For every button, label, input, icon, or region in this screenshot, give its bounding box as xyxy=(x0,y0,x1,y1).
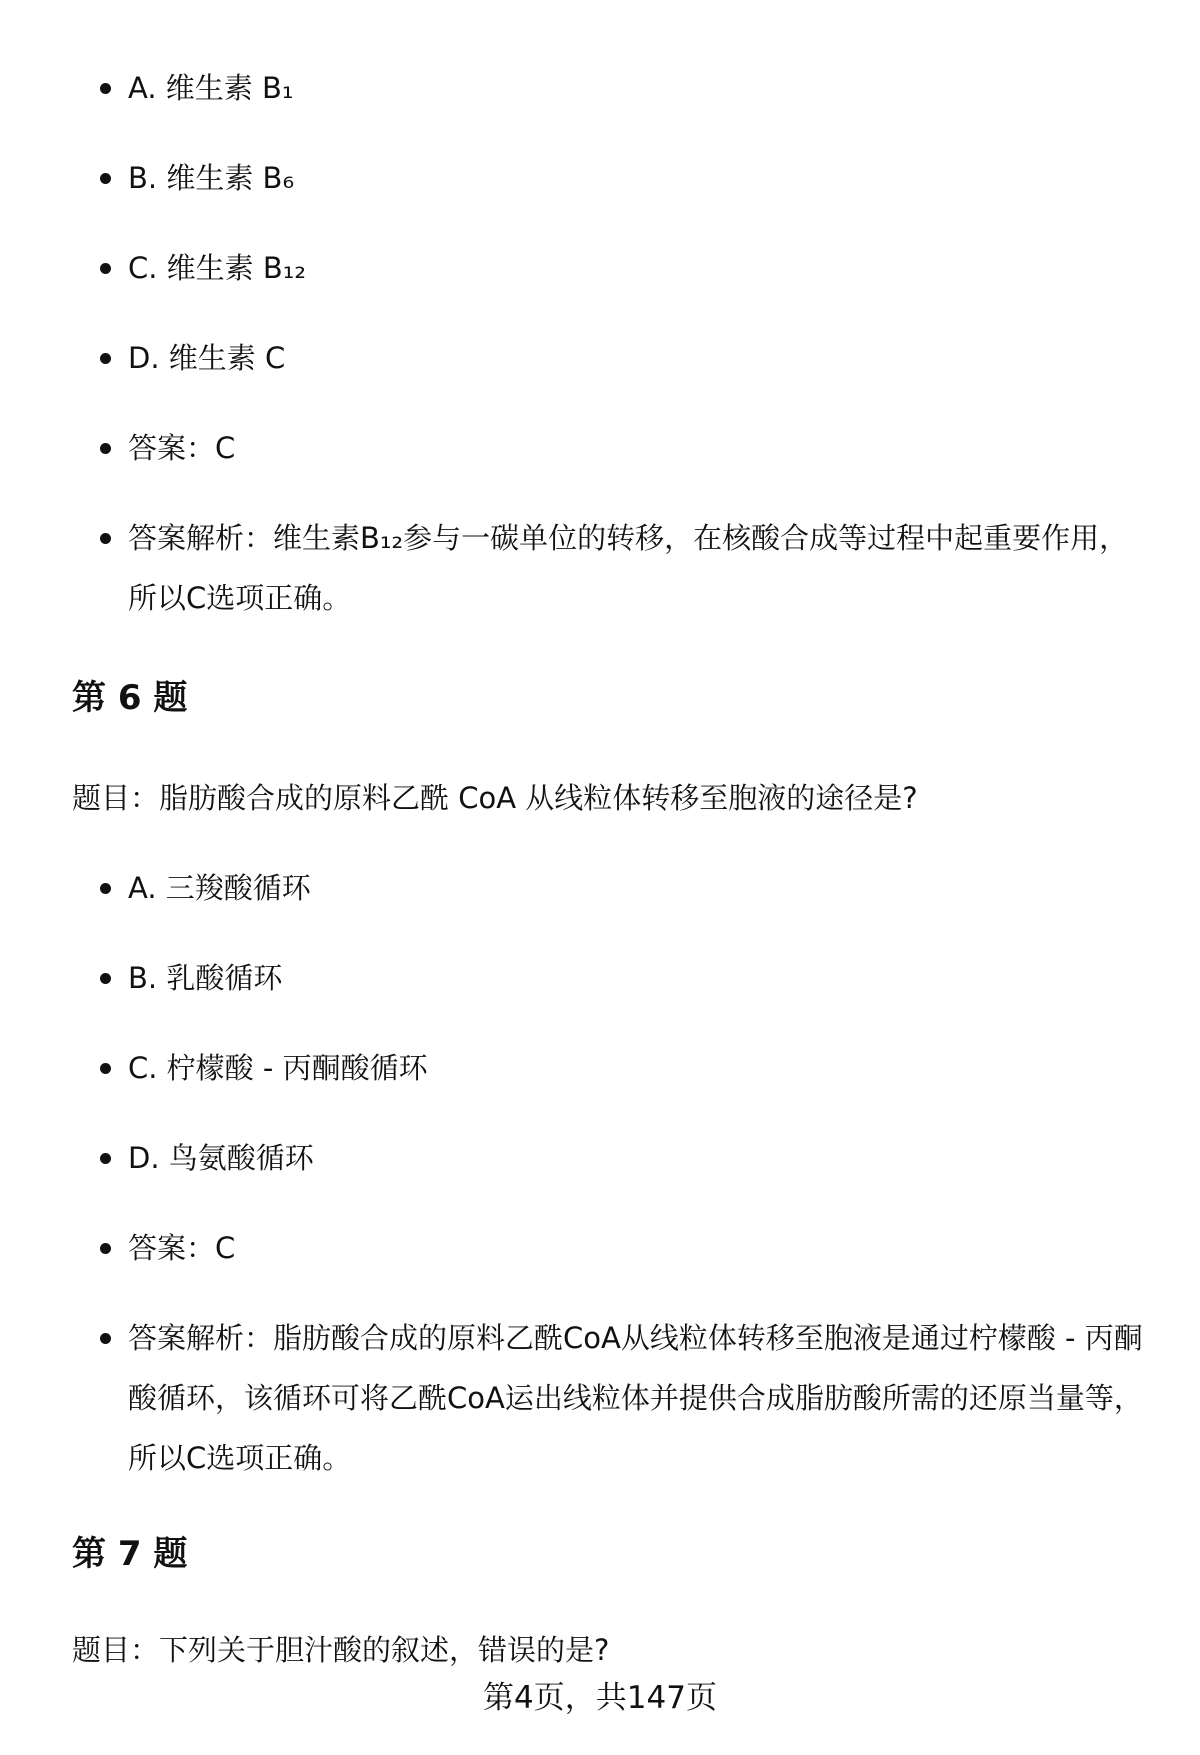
question-stem: 题目：脂肪酸合成的原料乙酰 CoA 从线粒体转移至胞液的途径是? xyxy=(72,781,918,815)
option-a: A. 三羧酸循环 xyxy=(128,858,1148,918)
page-number-footer: 第4页，共147页 xyxy=(483,1680,717,1716)
option-a: A. 维生素 B₁ xyxy=(128,58,1148,118)
option-d: D. 维生素 C xyxy=(128,328,1148,388)
answer-explanation: 答案解析：脂肪酸合成的原料乙酰CoA从线粒体转移至胞液是通过柠檬酸 - 丙酮酸循环，该循环可将乙酰CoA运出线粒体并提供合成脂肪酸所需的还原当量等，所以C选项正确。 xyxy=(128,1308,1148,1488)
option-c: C. 维生素 B₁₂ xyxy=(128,238,1148,298)
option-c: C. 柠檬酸 - 丙酮酸循环 xyxy=(128,1038,1148,1098)
option-b: B. 乳酸循环 xyxy=(128,948,1148,1008)
question-heading: 第 7 题 xyxy=(72,1534,188,1574)
answer-explanation: 答案解析：维生素B₁₂参与一碳单位的转移，在核酸合成等过程中起重要作用，所以C选项正确。 xyxy=(128,508,1148,628)
question-heading: 第 6 题 xyxy=(72,678,188,718)
answer-line: 答案：C xyxy=(128,418,1148,478)
answer-line: 答案：C xyxy=(128,1218,1148,1278)
option-d: D. 鸟氨酸循环 xyxy=(128,1128,1148,1188)
question-stem: 题目：下列关于胆汁酸的叙述，错误的是? xyxy=(72,1633,610,1667)
option-b: B. 维生素 B₆ xyxy=(128,148,1148,208)
